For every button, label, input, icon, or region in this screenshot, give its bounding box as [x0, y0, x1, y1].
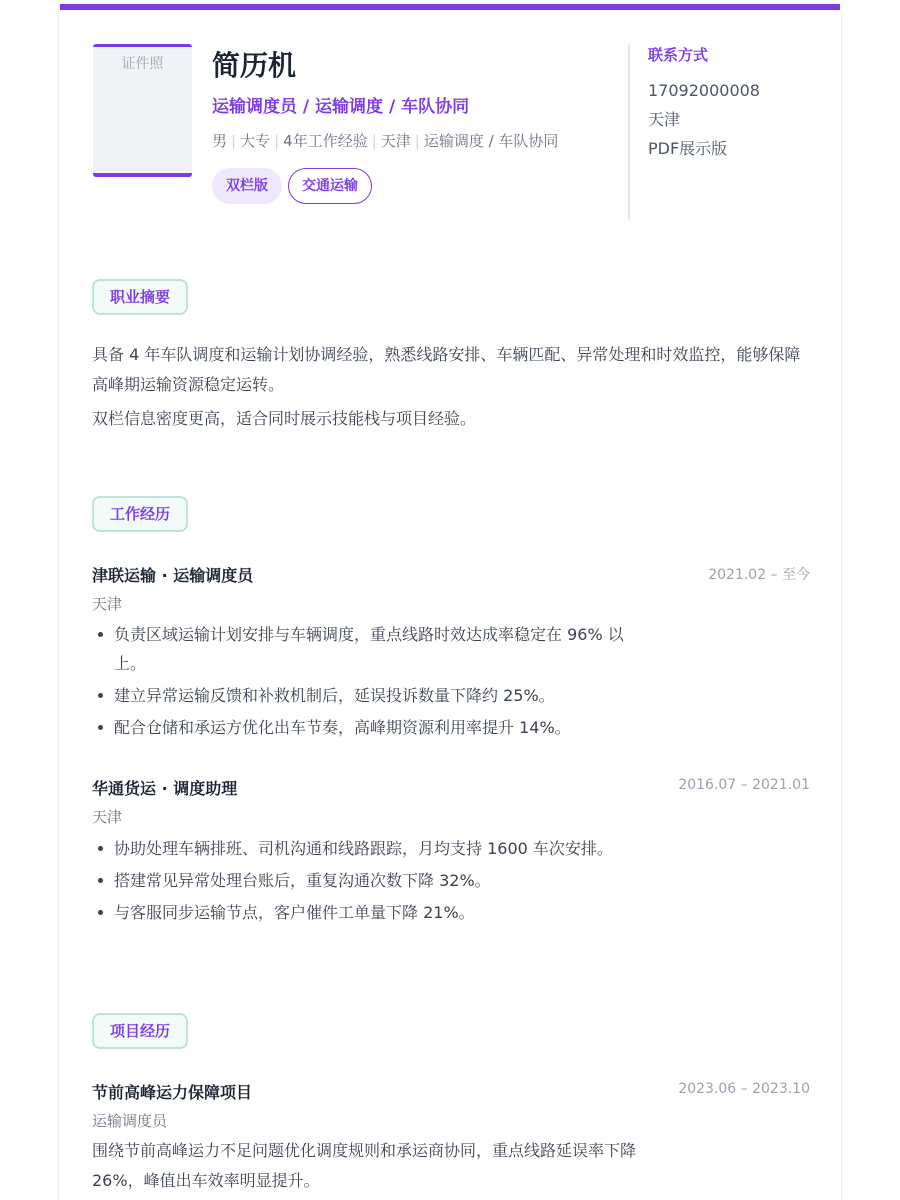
- tag-list: [212, 168, 372, 204]
- summary-paragraph: 具备 4 年车队调度和运输计划协调经验，熟悉线路安排、车辆匹配、异常处理和时效监控，能够保障高峰期运输资源稳定运转。: [92, 345, 801, 394]
- meta-education: 大专: [240, 132, 271, 150]
- page-edge-right: [841, 0, 842, 1200]
- project-entry-description: 围绕节前高峰运力不足问题优化调度规则和承运商协同，重点线路延误率下降 26%，峰值出车效率明显提升。: [92, 1141, 637, 1190]
- tag-layout: 双栏版: [212, 168, 282, 204]
- list-item: 配合仓储和承运方优化出车节奏，高峰期资源利用率提升 14%。: [92, 713, 652, 742]
- meta-separator: |: [274, 132, 280, 150]
- personal-meta: [212, 130, 558, 151]
- contact-list: [648, 76, 760, 163]
- work-entry-date: 2021.02 – 至今: [708, 567, 810, 583]
- summary-paragraph: 双栏信息密度更高，适合同时展示技能栈与项目经验。: [92, 409, 477, 428]
- section-heading-projects: 项目经历: [92, 1013, 188, 1049]
- contact-phone: 17092000008: [648, 81, 760, 100]
- contact-title: 联系方式: [648, 46, 709, 64]
- work-entry-title: 华通货运 · 调度助理: [92, 779, 238, 798]
- meta-separator: |: [371, 132, 377, 150]
- photo-label: 证件照: [121, 56, 164, 72]
- list-item: 建立异常运输反馈和补救机制后，延误投诉数量下降约 25%。: [92, 681, 652, 710]
- meta-separator: |: [414, 132, 420, 150]
- page-edge-left: [58, 0, 59, 1200]
- meta-experience: 4年工作经验: [283, 132, 368, 150]
- work-entry-date: 2016.07 – 2021.01: [678, 777, 810, 793]
- contact-city: 天津: [648, 110, 681, 129]
- candidate-name: 简历机: [212, 49, 297, 82]
- list-item: 搭建常见异常处理台账后，重复沟通次数下降 32%。: [92, 866, 652, 895]
- work-entry-bullets: [92, 620, 652, 745]
- accent-top-bar: [60, 4, 840, 10]
- meta-gender: 男: [212, 132, 228, 150]
- work-entry-location: 天津: [92, 595, 123, 613]
- tag-industry: 交通运输: [288, 168, 372, 204]
- contact-divider: [628, 44, 630, 220]
- meta-city: 天津: [380, 132, 411, 150]
- list-item: 与客服同步运输节点，客户催件工单量下降 21%。: [92, 898, 652, 927]
- project-entry-role: 运输调度员: [92, 1112, 168, 1130]
- list-item: 负责区域运输计划安排与车辆调度，重点线路时效达成率稳定在 96% 以上。: [92, 620, 652, 678]
- meta-separator: |: [231, 132, 237, 150]
- contact-format: PDF展示版: [648, 139, 728, 158]
- meta-field: 运输调度 / 车队协同: [423, 132, 559, 150]
- section-heading-summary: 职业摘要: [92, 279, 188, 315]
- work-entry-location: 天津: [92, 808, 123, 826]
- resume-page: [60, 0, 840, 1200]
- section-heading-work: 工作经历: [92, 496, 188, 532]
- project-entry-date: 2023.06 – 2023.10: [678, 1081, 810, 1097]
- list-item: 协助处理车辆排班、司机沟通和线路跟踪，月均支持 1600 车次安排。: [92, 834, 652, 863]
- project-entry-title: 节前高峰运力保障项目: [92, 1083, 253, 1102]
- job-headline: 运输调度员 / 运输调度 / 车队协同: [212, 97, 470, 117]
- work-entry-title: 津联运输 · 运输调度员: [92, 566, 254, 585]
- work-entry-bullets: [92, 834, 652, 930]
- photo-placeholder: [93, 44, 192, 177]
